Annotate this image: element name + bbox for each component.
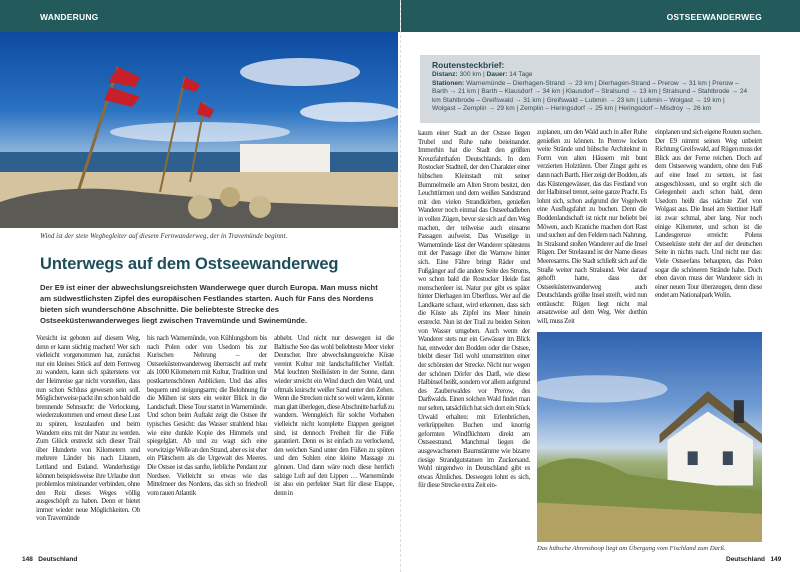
page-number: 149 bbox=[770, 556, 782, 563]
footer-section: Deutschland bbox=[726, 556, 766, 563]
section-label: WANDERUNG bbox=[40, 12, 99, 22]
factbox-title: Routensteckbrief: bbox=[432, 60, 505, 70]
running-header-left bbox=[0, 0, 400, 32]
footer-section: Deutschland bbox=[38, 556, 78, 563]
page-footer-right bbox=[726, 556, 781, 563]
photo-caption-right: Das hübsche Ahrenshoop liegt am Übergang vom Fischland zum Darß. bbox=[537, 545, 726, 552]
duration-value: 14 Tage bbox=[509, 71, 533, 79]
text-column-3: abhebt. Und nicht nur deswegen ist die Baltische See das wohl beliebteste Meer vieler Deutscher. Ihre abwechslungsreiche Küste vereint Kultur mit landschaftlicher Vielfalt. Mal leuchten Steilküsten in der Sonne, dann wieder streicht ein Wind durch den Wald, und oftmals knirscht weißer Sand unter den Zehen. Wenn die Strecken nicht so weit wären, könnte man glatt überlegen, diese Abschnitte barfuß zu wandern. Wenngleich für solche Vorhaben vielleicht nicht komplette Etappen geeignet sind, ist dennoch Freiheit für die Füße garantiert. Denn es ist einfach zu verlockend, den weichen Sand unter den Füßen zu spüren und den Sohlen eine kleine Massage zu gönnen. Und dann wäre noch diese herrlich salzige Luft auf den Lippen … Warnemünde ist also ein perfekter Start für diese Etappe, denn in bbox=[274, 334, 394, 497]
distance-label: Distanz: bbox=[432, 71, 458, 79]
stations-value: Warnemünde – Dierhagen-Strand → 23 km | Dierhagen-Strand – Prerow → 31 km | Prerow – Barth → 21 km | Barth – Klausdorf → 34 km | Klausdorf – Stralsund → 13 km | Stralsund – Stahlbrode → 24 km Stahlbrode – Greifswald → 31 km | Greifswald – Lubmin → 23 km | Lubmin – Wolgast → 19 km | Wolgast – Zemplin → 29 km | Zemplin – Heringsdorf → 25 km | Heringsdorf – Misdroy → 26 km bbox=[432, 79, 748, 113]
section-label: OSTSEEWANDERWEG bbox=[666, 12, 762, 22]
running-header-right bbox=[401, 0, 800, 32]
article-title: Unterwegs auf dem Ostseewanderweg bbox=[40, 255, 339, 273]
page-footer-left bbox=[22, 556, 77, 563]
photo-caption: Wind ist der stete Wegbegleiter auf diesem Fernwanderweg, der in Travemünde beginnt. bbox=[40, 232, 288, 240]
text-column-2: bis nach Warnemünde, von Kühlungsborn bis nach Polen oder von Usedom bis zur Kurischen Nehrung – der Ostseeküstenwanderweg überrascht auf mehr als 1000 Kilometern mit Kultur, Tradition und postkartenschönen Anblicken. Und das alles bequem und steigungsarm; die Belohnung für die Mühen ist stets ein weiter Blick in die Landschaft. Diese Tour startet in Warnemünde. Und schon beim Auftakt zeigt die Ostsee ihr typisches Gesicht: das Wasser strahlend blau wie eine dunkle Kopie des Himmels und spiegelglatt. Ab und zu wagt sich eine vorwitzige Welle an den Strand, aber es ist eher ein Plätschern als die Urgewalt des Meeres. Die Ostsee ist das sanfte, liebliche Pendant zur Nordsee. Vielleicht so etwas wie das Mittelmeer des Nordens, das sich so friedvoll vom rauen Atlantik bbox=[147, 334, 267, 497]
photo-beach-flags bbox=[0, 32, 398, 228]
stations-label: Stationen: bbox=[432, 79, 465, 87]
text-column-1: Vorsicht ist geboten auf diesem Weg, denn er kann süchtig machen! Wer sich vielleicht vorgenommen hat, zunächst nur ein kleines Stück auf dem Fernweg zu wandern, kann sich späterstens vor der Heimreise gar nicht vorstellen, dass nun schon Schluss gewesen sein soll. Möglicherweise packt ihn schon bald die brennende Sehnsucht: die Verlockung, wiederzukommen und erneut diese Lust zu spüren, loszulaufen und beim Wandern eins mit der Natur zu werden. Zum Glück erstreckt sich dieser Trail über Hunderte von Kilometern und mehrere Länder bis nach Litauen, Lettland und Estland. Wanderlustige können beispielsweise ihre Urlaube dort problemlos miteinander verbinden, ohne den Reiz dieses Weges völlig ausgeschöpft zu haben. Denn er bietet immer wieder neue Möglichkeiten. Ob von Travemünde bbox=[36, 334, 140, 523]
text-column-6: einplanen und sich eigene Routen suchen. Der E9 nimmt seinen Weg unbeirrt Richtung Greifswald, auf Rügen muss der Blick aus der Ferne reichen. Doch auf dem Ostseeweg wandern, ohne den Fuß auf eine Insel zu setzen, ist fast ausgeschlossen, und so ergibt sich die Gelegenheit auch schon bald, denn Usedom heißt das nächste Ziel von Wolgast aus. Die Insel am Stettiner Haff ist zwar schmal, aber lang. Nur noch einige Kilometer, und schon ist die Landesgrenze erreicht: Polens Ostseeküste steht der auf der deutschen Seite in nichts nach. Und nicht nur das: Viele Ostseefans behaupten, das Polen sogar die schöneren Strände habe. Doch eben davon muss der Wanderer sich in einer neuen Tour überzeugen, denn diese endet am Nationalpark Wolin. bbox=[655, 128, 762, 300]
photo-ahrenshoop-house bbox=[537, 332, 762, 542]
route-factbox: Routensteckbrief: Distanz: 300 km | Dauer: 14 Tage Stationen: Warnemünde – Dierhagen-Strand → 23 km | Dierhagen-Strand – Prerow → 31 km | Prerow – Barth → 21 km | Barth – Klausdorf → 34 km | Klausdorf – Stralsund → 13 km | Stralsund – Stahlbrode → 24 km Stahlbrode – Greifswald → 31 km | Greifswald – Lubmin → 23 km | Lubmin – Wolgast → 19 km | Wolgast – Zemplin → 29 km | Zemplin – Heringsdorf → 25 km | Heringsdorf – Misdroy → 26 km bbox=[420, 55, 760, 123]
article-lead: Der E9 ist einer der abwechslungsreichsten Wanderwege quer durch Europa. Man muss nicht am südwestlichsten Zipfel des europäischen Festlandes starten. Auch für Fans des Nordens bieten sich wunderschöne Abschnitte. Die beliebteste Strecke des Ostseeküstenwanderweges liegt zwischen Travemünde und Swinemünde. bbox=[40, 283, 378, 325]
duration-label: Dauer: bbox=[486, 71, 508, 79]
distance-value: 300 km bbox=[459, 71, 482, 79]
text-column-5: zuplanen, um den Wald auch in aller Ruhe genießen zu können. In Prerow locken weite Strände und hübsche Architektur in Form von alten Häusern mit bunt verzierten Holztüren. Über Zingst geht es dann nach Barth. Hier zeigt der Bodden, als das Küstengewässer, das das Festland von der Halbinsel trennt, seine ganze Pracht. Es lohnt sich, schon aufgrund der Vogelwelt eine Ausflugsfahrt zu buchen. Denn die Boddenlandschaft ist nicht nur beliebt bei Möwen, auch Kraniche machen dort Rast und suchen auf den Feldern nach Nahrung. In Stralsund stoßen Wanderer auf die Insel Rügen. Der Strelasund ist der Name dieses Meeresarms. Die Stadt schließt sich auf die Straße weiter nach Stralsund. Wer darauf gehofft hatte, dass der Ostseeküstenwanderweg auch Deutschlands größte Insel streift, wird nun enttäuscht: Rügen liegt nicht mal ansatzweise auf dem Weg. Wer dorthin will, muss Zeit bbox=[537, 128, 647, 326]
text-column-4: kaum einer Stadt an der Ostsee liegen Trubel und Ruhe nahe beieinander. Immerhin hat die Stadt den größten Kreuzfahrthafen Deutschlands. In dem Rostocker Stadtteil, der den Charakter einer hübschen Kleinstadt mit seiner Bummelmeile am Alten Strom besitzt, den Leuchttürmen und dem weißen Sandstrand mit den vielen Strandkörben, genießen Wanderer noch einmal das Ostseebadleben in vollen Zügen, bevor sie sich auf den Weg machen, der teilweise auch einsame Passagen aufweist. Das Wuselige in Warnemünde lässt der Wanderer spätestens mit der Passage über die Warnow hinter sich. Eine Fähre bringt Räder und Fußgänger auf die andere Seite des Stroms, wo schon bald die Rostocker Heide fast menschenleer ist. Natur pur gibt es später hinter Dierhagen im Überfluss. Wer auf die Landkarte schaut, wird erkennen, dass sich die Küste als Zipfel ins Meer hinein erstreckt. Nun ist der Trail zu beiden Seiten von Wasser umgeben. Auch wenn der Wanderer stets nur ein Gewässer im Blick hat, entweder den Bodden oder die Ostsee, bleibt dieser Teil wohl unumstritten einer der schönsten der Strecke. Nicht nur wegen der schönen Dörfer des Darß, wie diese Halbinsel heißt, sondern vor allem aufgrund des Zauberwaldes vor Prerow, des Darßwalds. Einen solchen Wald findet man nur selten, tatsächlich hat sich dort ein Stück Urwald erhalten: mit Erlenbrüchen, verkrüppelten Buchen und knorrig geformten Windflüchtern direkt am Ostseestrand. Manchmal liegen die ausgewachsenen Baumstämme wie bizarre riesige Strandgutstatuen im Zuckersand. Wohl nirgendwo in Deutschland gibt es etwas Ähnliches. Deswegen lohnt es sich, für diese Strecke extra Zeit ein- bbox=[418, 129, 530, 490]
page-number: 148 bbox=[22, 556, 33, 563]
right-columns-with-photo bbox=[537, 128, 762, 552]
